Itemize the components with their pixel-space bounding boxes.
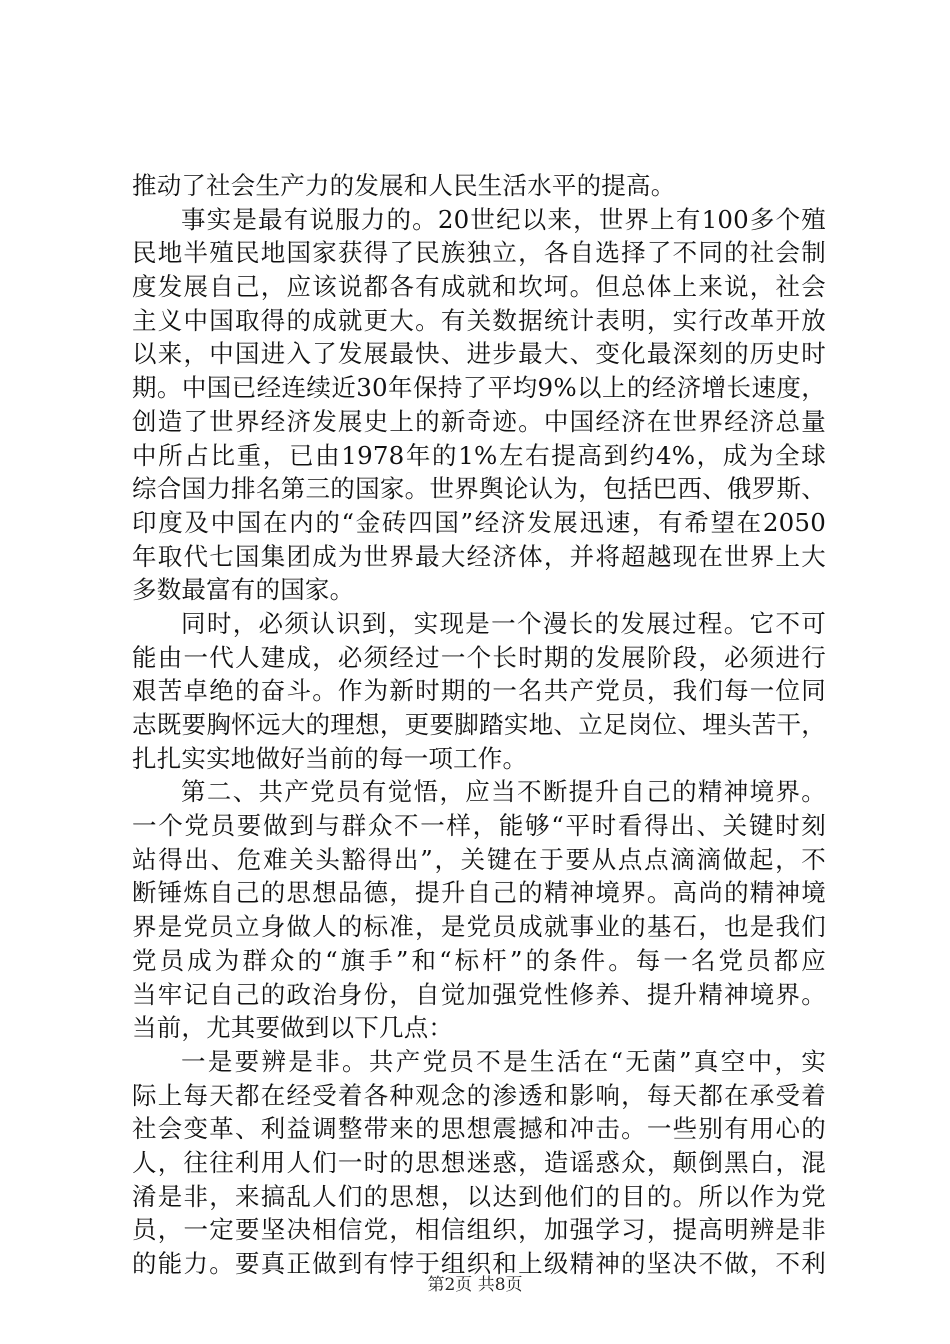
text-line: 民地半殖民地国家获得了民族独立，各自选择了不同的社会制 xyxy=(132,238,826,268)
text-line: 中所占比重，已由1978年的1%左右提高到约4%，成为全球 xyxy=(132,440,826,470)
document-body xyxy=(132,169,826,1281)
text-line: 志既要胸怀远大的理想，更要脚踏实地、立足岗位、埋头苦干， xyxy=(132,710,826,739)
text-line: 度发展自己，应该说都各有成就和坎坷。但总体上来说，社会 xyxy=(132,272,826,302)
text-line: 的能力。要真正做到有悖于组织和上级精神的坚决不做，不利 xyxy=(132,1249,826,1278)
text-line: 多数最富有的国家。 xyxy=(132,575,355,605)
text-line: 淆是非，来搞乱人们的思想，以达到他们的目的。所以作为党 xyxy=(132,1181,826,1211)
text-line: 扎扎实实地做好当前的每一项工作。 xyxy=(132,743,528,773)
text-line: 推动了社会生产力的发展和人民生活水平的提高。 xyxy=(132,171,676,200)
text-line: 际上每天都在经受着各种观念的渗透和影响，每天都在承受着 xyxy=(132,1080,826,1110)
text-line: 艰苦卓绝的奋斗。作为新时期的一名共产党员，我们每一位同 xyxy=(132,676,826,706)
page-footer: 第2页 共8页 xyxy=(427,1275,523,1295)
text-line: 综合国力排名第三的国家。世界舆论认为，包括巴西、俄罗斯、 xyxy=(132,474,826,504)
text-line: 人，往往利用人们一时的思想迷惑，造谣惑众，颠倒黑白，混 xyxy=(132,1147,826,1177)
text-line: 期。中国已经连续近30年保持了平均9%以上的经济增长速度， xyxy=(132,373,826,403)
text-line: 主义中国取得的成就更大。有关数据统计表明，实行改革开放 xyxy=(132,305,826,335)
text-line: 能由一代人建成，必须经过一个长时期的发展阶段，必须进行 xyxy=(132,642,826,672)
text-line: 界是党员立身做人的标准，是党员成就事业的基石，也是我们 xyxy=(132,912,826,942)
text-line: 同时，必须认识到，实现是一个漫长的发展过程。它不可 xyxy=(181,608,826,638)
text-line: 社会变革、利益调整带来的思想震撼和冲击。一些别有用心的 xyxy=(132,1114,826,1144)
text-line: 印度及中国在内的“金砖四国”经济发展迅速，有希望在2050 xyxy=(132,507,826,537)
text-line: 断锤炼自己的思想品德，提升自己的精神境界。高尚的精神境 xyxy=(132,878,826,908)
text-line: 一个党员要做到与群众不一样，能够“平时看得出、关键时刻 xyxy=(132,811,826,841)
text-line: 年取代七国集团成为世界最大经济体，并将超越现在世界上大 xyxy=(132,541,826,571)
text-line: 党员成为群众的“旗手”和“标杆”的条件。每一名党员都应 xyxy=(132,945,826,975)
text-line: 当牢记自己的政治身份，自觉加强党性修养、提升精神境界。 xyxy=(132,979,826,1009)
text-line: 员，一定要坚决相信党，相信组织，加强学习，提高明辨是非 xyxy=(132,1215,826,1245)
text-line: 站得出、危难关头豁得出”，关键在于要从点点滴滴做起，不 xyxy=(132,844,826,874)
text-line: 一是要辨是非。共产党员不是生活在“无菌”真空中，实 xyxy=(181,1046,826,1076)
text-line: 事实是最有说服力的。20世纪以来，世界上有100多个殖 xyxy=(181,204,826,234)
text-line: 第二、共产党员有觉悟，应当不断提升自己的精神境界。 xyxy=(181,777,826,807)
text-line: 创造了世界经济发展史上的新奇迹。中国经济在世界经济总量 xyxy=(132,406,826,436)
text-line: 当前，尤其要做到以下几点： xyxy=(132,1013,454,1043)
text-line: 以来，中国进入了发展最快、进步最大、变化最深刻的历史时 xyxy=(132,339,826,369)
